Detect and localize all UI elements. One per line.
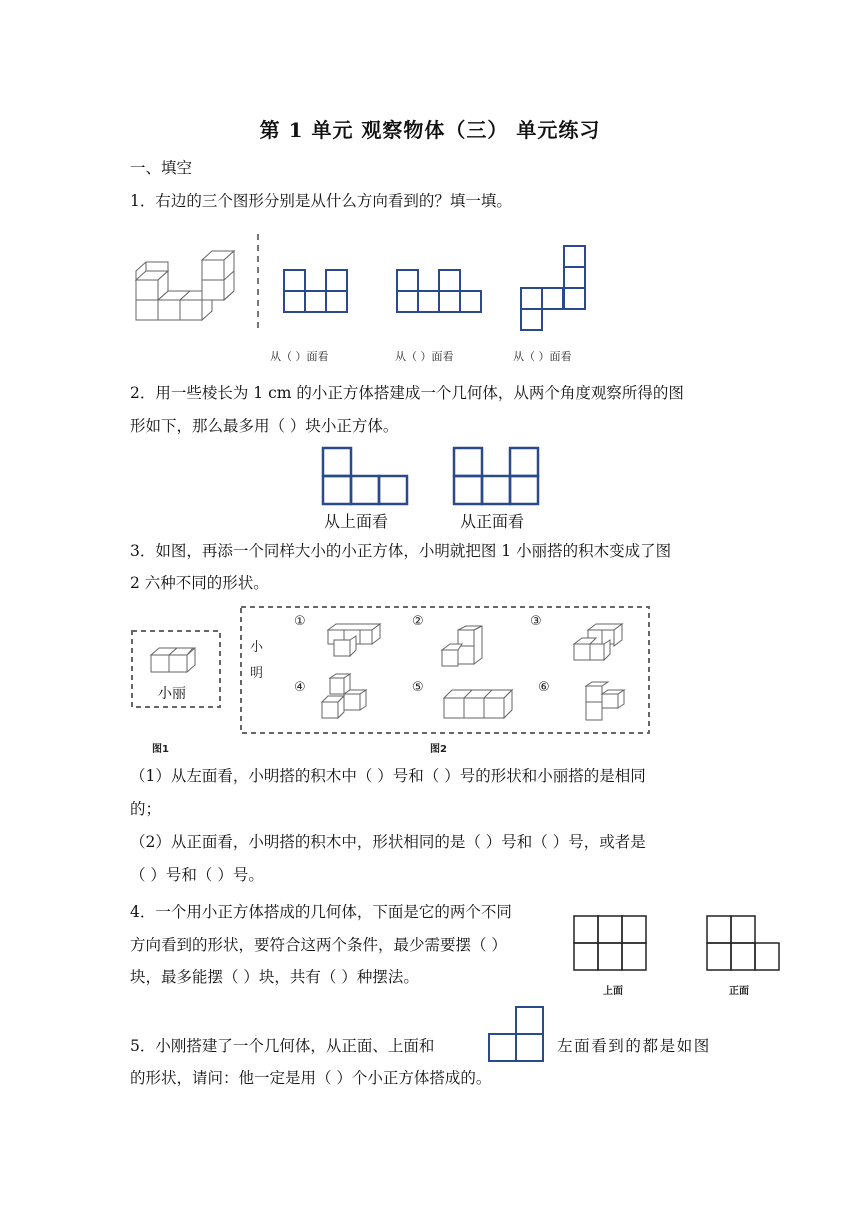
question-3-line-1: 3．如图，再添一个同样大小的小正方体，小明就把图 1 小丽搭的积木变成了图 xyxy=(130,542,672,560)
question-4-line-3: 块，最多能摆（ ）块，共有（ ）种摆法。 xyxy=(130,968,419,986)
q3-num-3: ③ xyxy=(530,614,542,629)
q3-num-2: ② xyxy=(412,614,424,629)
q3-sub-1-line-1: （1）从左面看，小明搭的积木中（ ）号和（ ）号的形状和小丽搭的是相同 xyxy=(130,767,646,785)
question-5-line-1a: 5．小刚搭建了一个几何体，从正面、上面和 xyxy=(130,1037,435,1055)
q1-view-3-grid xyxy=(520,245,587,334)
q3-shape-2 xyxy=(440,626,486,670)
q3-fig2-caption: 图2 xyxy=(430,744,447,755)
q4-label-top: 上面 xyxy=(603,986,623,997)
question-5-line-2: 的形状，请问：他一定是用（ ）个小正方体搭成的。 xyxy=(130,1069,492,1087)
q3-shape-3 xyxy=(570,624,628,664)
q3-xiaoli-label: 小丽 xyxy=(158,686,186,702)
q3-shape-5 xyxy=(442,688,514,720)
question-1-text: 1．右边的三个图形分别是从什么方向看到的？填一填。 xyxy=(130,192,512,210)
q2-top-view-grid xyxy=(322,447,410,505)
q2-label-front: 从正面看 xyxy=(460,512,525,531)
q1-dashed-divider xyxy=(256,234,260,328)
q3-fig1-caption: 图1 xyxy=(152,744,169,755)
q3-sub-2-line-1: （2）从正面看，小明搭的积木中，形状相同的是（ ）号和（ ）号，或者是 xyxy=(130,833,646,851)
section-heading-fill-blanks: 一、填空 xyxy=(130,159,193,177)
q1-view-1-grid xyxy=(283,269,349,313)
q1-label-2: 从（ ）面看 xyxy=(395,350,454,363)
question-4-line-2: 方向看到的形状，要符合这两个条件，最少需要摆（ ） xyxy=(130,936,507,954)
q4-front-view-grid xyxy=(706,915,780,971)
q2-front-view-grid xyxy=(453,447,541,505)
q1-cube-structure xyxy=(134,244,240,324)
q5-view-grid xyxy=(487,1006,545,1062)
question-5-line-1b: 左面看到的都是如图 xyxy=(557,1037,711,1055)
q3-num-6: ⑥ xyxy=(538,680,550,695)
q2-label-top: 从上面看 xyxy=(324,512,389,531)
q1-label-1: 从（ ）面看 xyxy=(270,350,329,363)
q3-shape-1 xyxy=(318,622,384,658)
q4-label-front: 正面 xyxy=(729,986,749,997)
q3-shape-4 xyxy=(316,672,366,722)
q3-num-5: ⑤ xyxy=(412,680,424,695)
question-2-line-1: 2．用一些棱长为 1 cm 的小正方体搭建成一个几何体，从两个角度观察所得的图 xyxy=(130,384,684,402)
q3-xiaoming-char-1: 小 xyxy=(250,640,264,655)
q3-num-1: ① xyxy=(294,614,306,629)
q3-sub-1-line-2: 的； xyxy=(130,800,162,818)
question-3-line-2: 2 六种不同的形状。 xyxy=(130,574,269,592)
question-4-line-1: 4．一个用小正方体搭成的几何体，下面是它的两个不同 xyxy=(130,903,512,921)
q4-top-view-grid xyxy=(573,915,647,971)
page-title: 第 1 单元 观察物体（三） 单元练习 xyxy=(259,118,601,142)
q1-view-2-grid xyxy=(396,269,483,313)
q3-num-4: ④ xyxy=(294,680,306,695)
q3-shape-6 xyxy=(584,680,628,722)
q3-xiaoming-char-2: 明 xyxy=(250,666,264,681)
q1-label-3: 从（ ）面看 xyxy=(513,350,572,363)
question-2-line-2: 形如下，那么最多用（ ）块小正方体。 xyxy=(130,417,399,435)
q3-sub-2-line-2: （ ）号和（ ）号。 xyxy=(130,866,264,884)
